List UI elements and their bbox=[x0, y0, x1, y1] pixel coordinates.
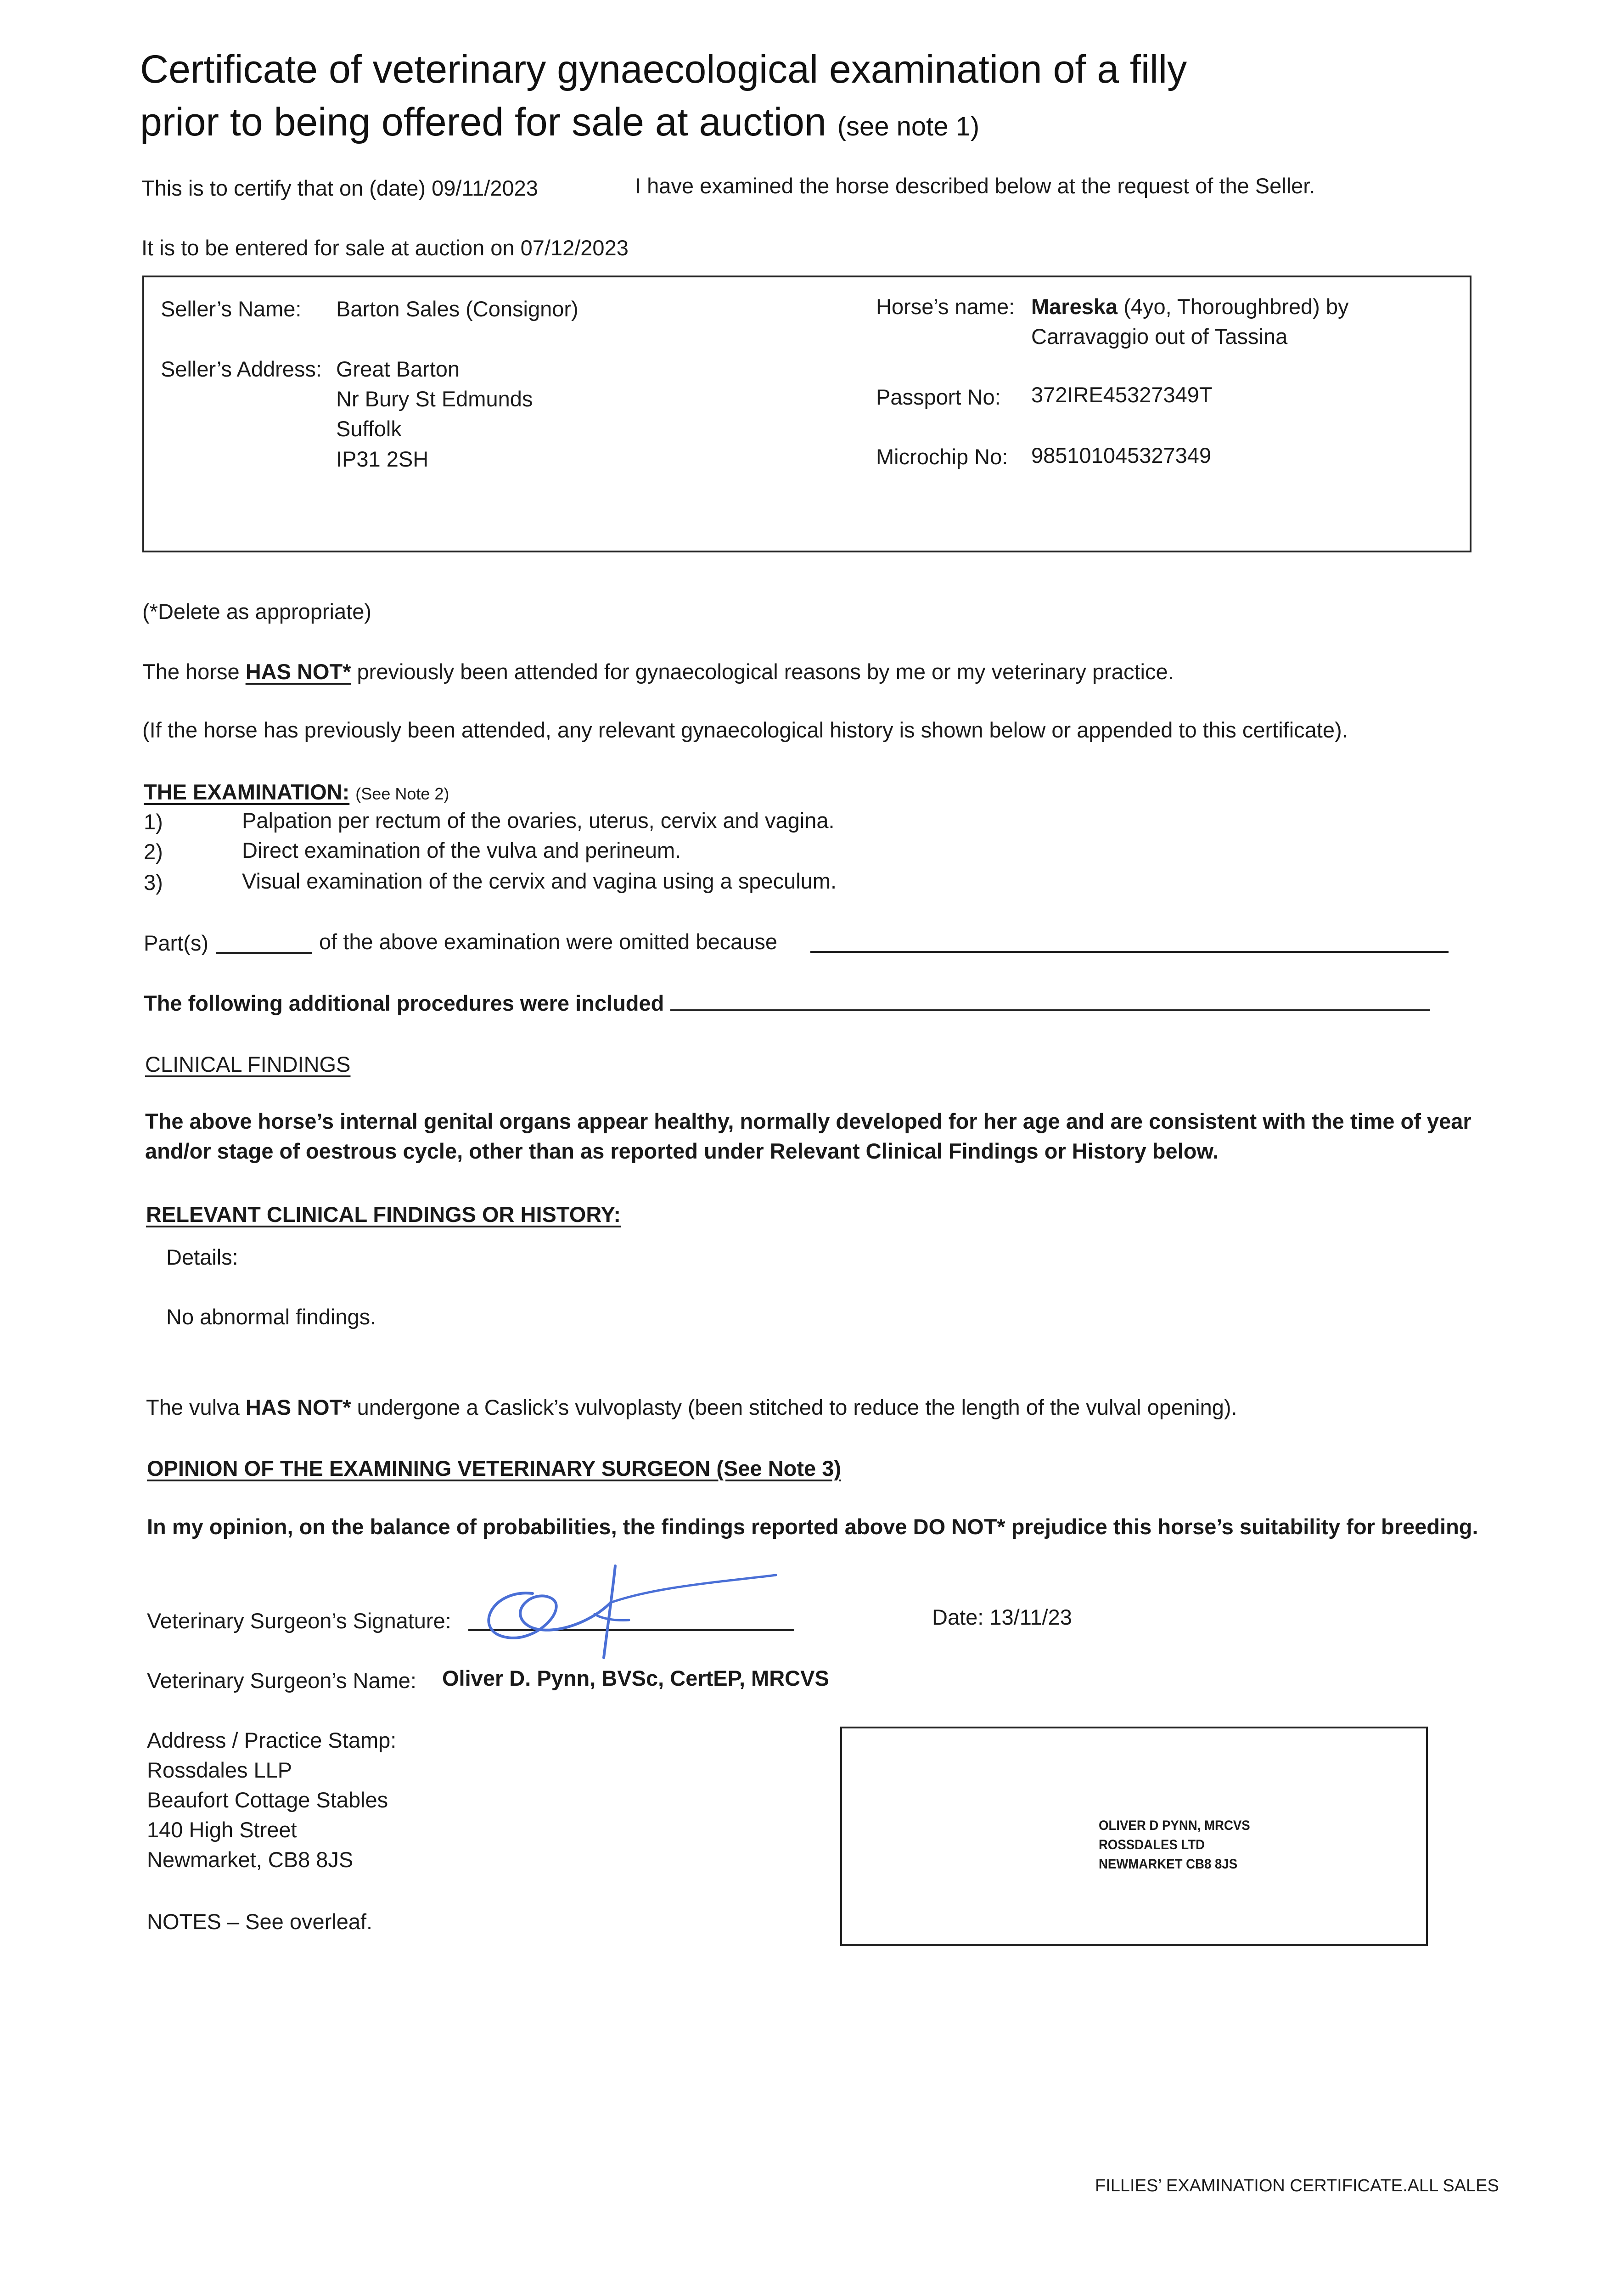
passport-label: Passport No: bbox=[876, 385, 1001, 409]
clinical-findings-line-1: The above horse’s internal genital organs appear healthy, normally developed for her age and are consistent with the time of year bbox=[145, 1109, 1471, 1133]
signature-label: Veterinary Surgeon’s Signature: bbox=[147, 1609, 451, 1633]
omitted-reason-label: of the above examination were omitted because bbox=[319, 929, 778, 954]
additional-procedures-field[interactable] bbox=[670, 1009, 1430, 1011]
horse-name: Mareska bbox=[1031, 294, 1118, 319]
history-note: (If the horse has previously been attended, any relevant gynaecological history is shown below or appended to this certificate). bbox=[142, 718, 1348, 742]
examination-note: (See Note 2) bbox=[355, 784, 449, 803]
seller-address-line-3: Suffolk bbox=[336, 416, 402, 441]
microchip-label: Microchip No: bbox=[876, 445, 1008, 469]
practice-name: Rossdales LLP bbox=[147, 1758, 292, 1782]
stamp-line-3: NEWMARKET CB8 8JS bbox=[1099, 1857, 1238, 1872]
attended-pre: The horse bbox=[142, 659, 246, 684]
seller-name-label: Seller’s Name: bbox=[161, 297, 302, 321]
practice-address-line-3: Newmarket, CB8 8JS bbox=[147, 1847, 354, 1872]
omitted-parts-label: Part(s) bbox=[144, 931, 208, 955]
surgeon-name-label: Veterinary Surgeon’s Name: bbox=[147, 1668, 416, 1693]
exam-item-1-text: Palpation per rectum of the ovaries, uterus, cervix and vagina. bbox=[242, 808, 835, 833]
seller-name: Barton Sales (Consignor) bbox=[336, 297, 578, 321]
previously-attended bbox=[142, 658, 1174, 686]
seller-address-label: Seller’s Address: bbox=[161, 357, 322, 381]
opinion-heading: OPINION OF THE EXAMINING VETERINARY SURGEON (See Note 3) bbox=[147, 1456, 842, 1480]
title-note: (see note 1) bbox=[837, 112, 980, 141]
exam-item-2-text: Direct examination of the vulva and perineum. bbox=[242, 838, 681, 862]
certify-request: I have examined the horse described below at the request of the Seller. bbox=[635, 174, 1315, 198]
horse-breeding: Carravaggio out of Tassina bbox=[1031, 324, 1288, 349]
stamp-line-1: OLIVER D PYNN, MRCVS bbox=[1099, 1818, 1250, 1833]
certificate-title-text: prior to being offered for sale at auction bbox=[140, 100, 826, 144]
delete-note: (*Delete as appropriate) bbox=[142, 599, 371, 624]
microchip-number: 985101045327349 bbox=[1031, 443, 1212, 467]
seller-address-line-2: Nr Bury St Edmunds bbox=[336, 387, 533, 411]
exam-item-3-text: Visual examination of the cervix and vagina using a speculum. bbox=[242, 869, 837, 893]
details-label: Details: bbox=[166, 1245, 238, 1269]
vulva-post: undergone a Caslick’s vulvoplasty (been stitched to reduce the length of the vulval opening). bbox=[351, 1395, 1237, 1419]
signature-scribble bbox=[464, 1557, 794, 1667]
footer-form-name: FILLIES’ EXAMINATION CERTIFICATE.ALL SALES bbox=[1095, 2176, 1499, 2195]
omitted-parts-field[interactable] bbox=[216, 952, 312, 954]
relevant-findings-heading: RELEVANT CLINICAL FINDINGS OR HISTORY: bbox=[146, 1202, 621, 1227]
exam-item-3-num: 3) bbox=[144, 870, 163, 895]
clinical-findings-line-2: and/or stage of oestrous cycle, other than as reported under Relevant Clinical Findings or History below. bbox=[145, 1139, 1219, 1163]
additional-procedures-label: The following additional procedures were included bbox=[144, 991, 664, 1015]
horse-name-label: Horse’s name: bbox=[876, 294, 1015, 319]
horse-name-line-1 bbox=[1031, 293, 1349, 321]
practice-address-line-1: Beaufort Cottage Stables bbox=[147, 1788, 388, 1812]
exam-item-1-num: 1) bbox=[144, 810, 163, 834]
clinical-findings-heading: CLINICAL FINDINGS bbox=[145, 1052, 351, 1076]
stamp-line-2: ROSSDALES LTD bbox=[1099, 1837, 1205, 1852]
signature-date: Date: 13/11/23 bbox=[932, 1605, 1072, 1629]
horse-description: (4yo, Thoroughbred) by bbox=[1118, 294, 1349, 319]
exam-item-2-num: 2) bbox=[144, 839, 163, 864]
omitted-reason-field[interactable] bbox=[810, 951, 1449, 953]
seller-address-line-4: IP31 2SH bbox=[336, 447, 429, 471]
address-stamp-label: Address / Practice Stamp: bbox=[147, 1728, 397, 1752]
notes-overleaf: NOTES – See overleaf. bbox=[147, 1909, 373, 1934]
attended-status: HAS NOT* bbox=[245, 659, 351, 684]
surgeon-name: Oliver D. Pynn, BVSc, CertEP, MRCVS bbox=[442, 1666, 829, 1690]
caslick-statement bbox=[146, 1394, 1237, 1421]
opinion-text: In my opinion, on the balance of probabilities, the findings reported above DO NOT* prejudice this horse’s suitability for breeding. bbox=[147, 1514, 1478, 1539]
examination-heading-row bbox=[144, 778, 449, 808]
certificate-title-line-1: Certificate of veterinary gynaecological examination of a filly bbox=[140, 47, 1187, 91]
practice-address-line-2: 140 High Street bbox=[147, 1818, 297, 1842]
vulva-pre: The vulva bbox=[146, 1395, 246, 1419]
certify-date: This is to certify that on (date) 09/11/2023 bbox=[141, 176, 538, 200]
certificate-title-line-2 bbox=[140, 96, 979, 152]
details-text: No abnormal findings. bbox=[166, 1305, 376, 1329]
vulva-status: HAS NOT* bbox=[245, 1395, 351, 1419]
passport-number: 372IRE45327349T bbox=[1031, 383, 1213, 407]
auction-date: It is to be entered for sale at auction on 07/12/2023 bbox=[141, 236, 629, 260]
attended-post: previously been attended for gynaecological reasons by me or my veterinary practice. bbox=[351, 659, 1174, 684]
examination-heading: THE EXAMINATION: bbox=[144, 780, 350, 804]
seller-address-line-1: Great Barton bbox=[336, 357, 460, 381]
